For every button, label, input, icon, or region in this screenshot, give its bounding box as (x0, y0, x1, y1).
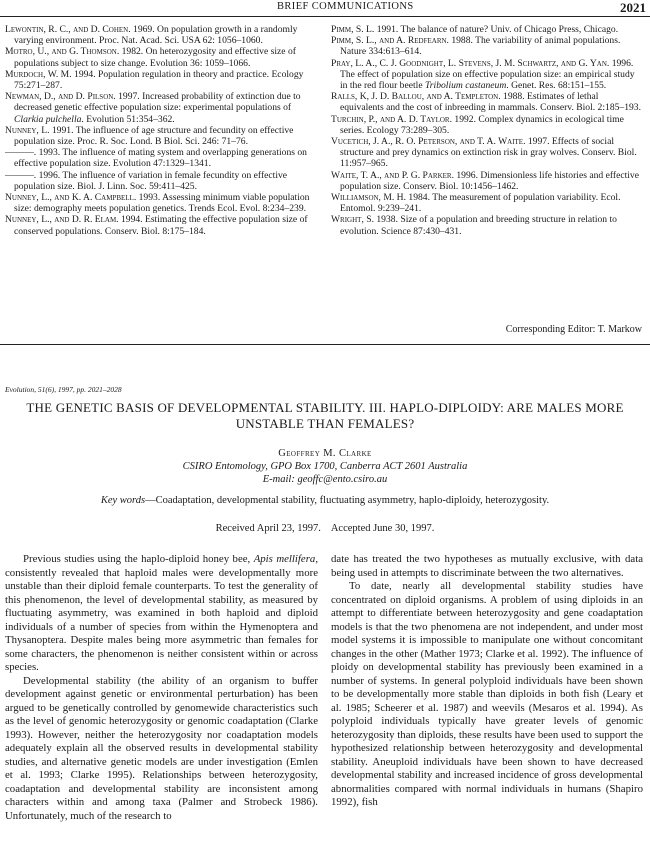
article-title: THE GENETIC BASIS OF DEVELOPMENTAL STABILITY. III. HAPLO-DIPLOIDY: ARE MALES MORE UNSTABLE THAN FEMALES? (26, 400, 624, 431)
reference-entry: ———. 1993. The influence of mating system and overlapping generations on effective population size. Evolution 47:1329–1341. (5, 147, 307, 170)
reference-entry: Waite, T. A., and P. G. Parker. 1996. Dimensionless life histories and effective population size. Conserv. Biol. 10:1456–1462. (331, 169, 639, 192)
reference-entry: Pray, L. A., C. J. Goodnight, L. Stevens, J. M. Schwartz, and G. Yan. 1996. The effect of population size on effective population size: an empirical study in the red flour beetle Tribolium castaneum. Genet. Res. 68:151–155. (331, 57, 635, 92)
reference-entry: Murdoch, W. M. 1994. Population regulation in theory and practice. Ecology 75:271–287. (5, 68, 304, 92)
keywords-text: —Coadaptation, developmental stability, fluctuating asymmetry, haplo-diploidy, heterozygosity. (145, 495, 550, 506)
reference-entry: Williamson, M. H. 1984. The measurement of population variability. Ecol. Entomol. 9:239–241. (331, 192, 621, 215)
reference-entry: Nunney, L., and D. R. Elam. 1994. Estimating the effective population size of conserved populations. Conserv. Biol. 8:175–184. (5, 214, 308, 237)
corresponding-editor: Corresponding Editor: T. Markow (505, 324, 642, 335)
author-email: E-mail: geoffc@ento.csiro.au (262, 474, 388, 485)
reference-entry: Ralls, K, J. D. Ballou, and A. Templeton. 1988. Estimates of lethal equivalents and the cost of inbreeding in mammals. Conserv. Biol. 2:185–193. (331, 91, 641, 114)
reference-entry: Newman, D., and D. Pilson. 1997. Increased probability of extinction due to decreased genetic effective population size: experimental populations of Clarkia pulchella. Evolution 51:354–362. (5, 91, 301, 125)
keywords (0, 495, 650, 506)
body-paragraph: Developmental stability (the ability of an organism to buffer development against genetic or environmental perturbation) has been argued to be genetically controlled by genomewide characteristics such as the level of genomic heterozygosity or genomic coadaptation (Clarke 1993). However, neither the heterozygosity nor coadaptation models adequately explain all the observed results in developmental stability studies, and alternative genetic models are under investigation (Emlen et al. 1993; Clarke 1995). Relationships between heterozygosity, coadaptation and developmental stability are inconsistent among characters within and among taxa (Palmer and Strobeck 1986). Unfortunately, much of the research to (5, 674, 318, 822)
references-left-column (5, 24, 318, 237)
reference-entry: Turchin, P., and A. D. Taylor. 1992. Complex dynamics in ecological time series. Ecology 73:289–305. (331, 113, 624, 136)
keywords-label: Key words (100, 495, 146, 506)
reference-entry: Motro, U., and G. Thomson. 1982. On heterozygosity and effective size of populations subject to size change. Evolution 36: 1059–1066. (5, 46, 296, 69)
author-name: Geoffrey M. Clarke (278, 448, 372, 459)
body-left-column (5, 553, 318, 823)
body-paragraph: To date, nearly all developmental stability studies have concentrated on diploid organisms. A problem of using diploids in an attempt to differentiate between heterozygosity and gene coadaptation models is that the two phenomena are not independent, and under most model systems it is impossible to manipulate one without concomitant changes in the other (Mather 1973; Clarke et al. 1992). The influence of ploidy on developmental stability has previously been examined in a number of systems. In general polyploid individuals have been shown to be developmentally more stable than diploids in both fish (Leary et al. 1985; Scheerer et al. 1987) and weevils (Mesaros et al. 1994). As polyploid individuals typically have greater levels of genomic heterozygosity than diploids, these results have been used to support the hypothesized relationship between heterozygosity and developmental stability. Aneuploid individuals have been shown to have decreased developmental stability and increased incidence of gross developmental abnormalities compared with normal individuals in humans (Shapiro 1992), fish (331, 580, 643, 808)
journal-citation: Evolution, 51(6), 1997, pp. 2021–2028 (5, 385, 122, 394)
reference-entry: ———. 1996. The influence of variation in female fecundity on effective population size. Biol. J. Linn. Soc. 59:411–425. (5, 169, 288, 192)
running-title: BRIEF COMMUNICATIONS (277, 1, 414, 12)
reference-entry: Lewontin, R. C., and D. Cohen. 1969. On population growth in a randomly varying environment. Proc. Nat. Acad. Sci. USA 62: 1056–1060. (5, 24, 298, 47)
reference-entry: Pimm, S. L., and A. Redfearn. 1988. The variability of animal populations. Nature 334:613–614. (331, 35, 621, 58)
body-right-column (331, 553, 643, 810)
page-number: 2021 (620, 0, 646, 15)
received-accepted-dates: Received April 23, 1997. Accepted June 30, 1997. (215, 523, 435, 534)
running-head (0, 2, 650, 16)
reference-entry: Nunney, L., and K. A. Campbell. 1993. Assessing minimum viable population size: demography meets population genetics. Trends Ecol. Evol. 8:234–239. (5, 192, 310, 215)
header-rule (0, 16, 650, 17)
section-rule (0, 344, 650, 345)
reference-entry: Wright, S. 1938. Size of a population and breeding structure in relation to evolution. Science 87:430–431. (331, 214, 617, 237)
reference-entry: Pimm, S. L. 1991. The balance of nature? Univ. of Chicago Press, Chicago. (331, 24, 619, 35)
body-paragraph: Previous studies using the haplo-diploid honey bee, Apis mellifera, consistently revealed that haploid males were developmentally more unstable than their diploid female counterparts. To test the generality of this phenomenon, the level of developmental stability, as measured by fluctuating asymmetry, was examined in both haploid and diploid individuals of a number of species from within the Hymenoptera and Thysanoptera. Despite males being more asymmetric than females for some characters, the phenomenon is neither consistent within or across species. (5, 553, 319, 673)
reference-entry: Nunney, L. 1991. The influence of age structure and fecundity on effective population size. Proc. R. Soc. Lond. B Biol. Sci. 246: 71–76. (5, 124, 294, 148)
reference-entry: Vucetich, J. A., R. O. Peterson, and T. A. Waite. 1997. Effects of social structure and prey dynamics on extinction risk in gray wolves. Conserv. Biol. 11:957–965. (331, 136, 637, 170)
body-paragraph: date has treated the two hypotheses as mutually exclusive, with data being used in attempts to discriminate between the two alternatives. (331, 553, 643, 579)
references-right-column (331, 24, 643, 237)
author-affiliation: CSIRO Entomology, GPO Box 1700, Canberra ACT 2601 Australia (182, 461, 468, 472)
